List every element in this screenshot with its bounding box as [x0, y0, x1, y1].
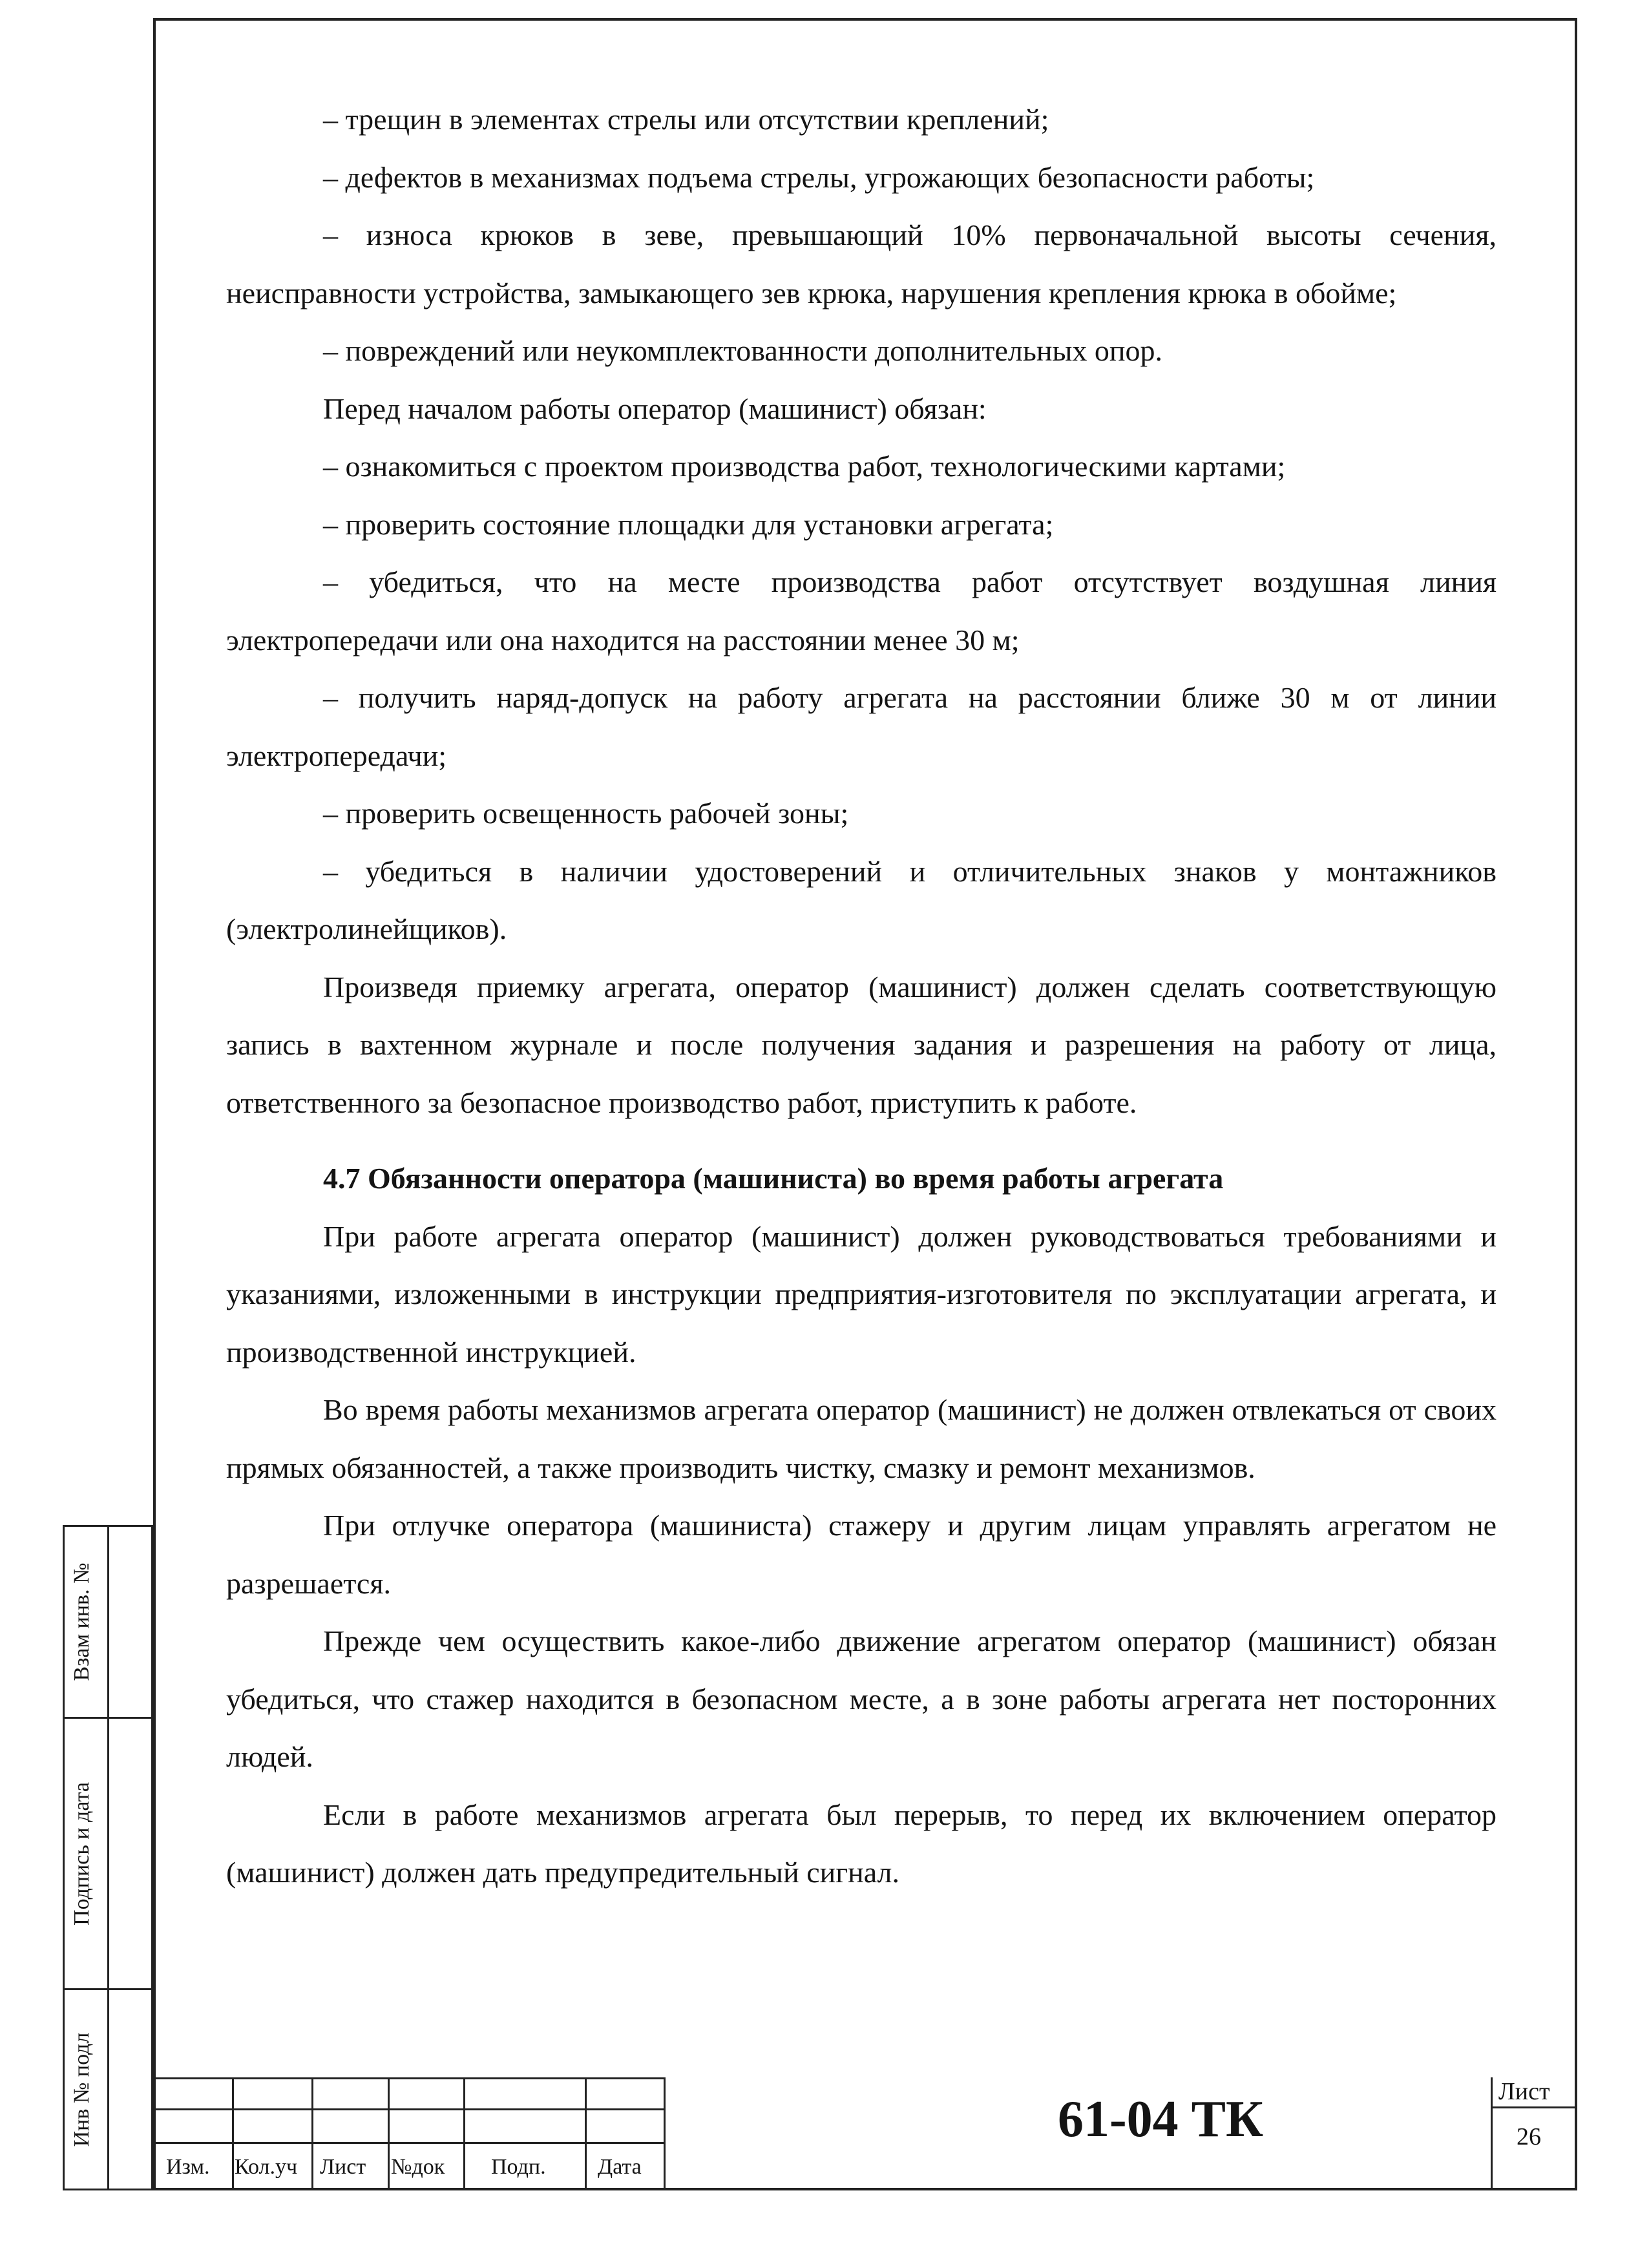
title-block: [153, 2077, 1577, 2190]
page-body: [226, 90, 1497, 1902]
document-code: 61-04 ТК: [1058, 2091, 1264, 2148]
body-line: – убедиться, что на месте производства работ отсутствует воздушная линия электропередачи или она находится на расстоянии менее 30 м;: [226, 565, 1497, 656]
body-line: – получить наряд-допуск на работу агрегата на расстоянии ближе 30 м от линии электропередачи;: [226, 681, 1497, 772]
side-stamp-vzam-label: Взам инв. №: [70, 1562, 94, 1681]
tb-header-kolvo: Кол.уч: [235, 2155, 298, 2179]
body-line: – убедиться в наличии удостоверений и отличительных знаков у монтажников (электролинейщиков).: [226, 854, 1497, 945]
body-line: – повреждений или неукомплектованности дополнительных опор.: [323, 334, 1163, 367]
body-line: Произведя приемку агрегата, оператор (машинист) должен сделать соответствующую запись в вахтенном журнале и после получения задания и разрешения на работу от лица, ответственного за безопасное производство работ, приступить к работе.: [226, 970, 1497, 1119]
tb-header-podp: Подп.: [491, 2155, 546, 2179]
body-line: – проверить состояние площадки для установки агрегата;: [323, 507, 1054, 541]
body-line: – трещин в элементах стрелы или отсутствии креплений;: [323, 103, 1049, 136]
sheet-number: 26: [1517, 2123, 1541, 2150]
side-stamp-podpis-label: Подпись и дата: [70, 1781, 94, 1926]
paragraph: При отлучке оператора (машиниста) стажеру и другим лицам управлять агрегатом не разрешается.: [226, 1509, 1497, 1600]
side-stamp-vzam: [63, 1525, 153, 1719]
paragraph: Прежде чем осуществить какое-либо движение агрегатом оператор (машинист) обязан убедиться, что стажер находится в безопасном месте, а в зоне работы агрегата нет посторонних людей.: [226, 1624, 1497, 1773]
side-stamp-inv: [63, 1988, 153, 2190]
tb-header-list: Лист: [320, 2155, 366, 2179]
body-line: – проверить освещенность рабочей зоны;: [323, 797, 849, 830]
section-heading: 4.7 Обязанности оператора (машиниста) во время работы агрегата: [323, 1162, 1224, 1195]
body-line: Перед началом работы оператор (машинист) обязан:: [323, 392, 987, 425]
side-stamp-podpis: [63, 1717, 153, 1990]
side-stamp-inv-label: Инв № подл: [70, 2032, 94, 2147]
paragraph: При работе агрегата оператор (машинист) должен руководствоваться требованиями и указаниями, изложенными в инструкции предприятия-изготовителя по эксплуатации агрегата, и производственной инструкцией.: [226, 1219, 1497, 1369]
tb-header-ndok: №док: [391, 2155, 445, 2179]
body-line: – дефектов в механизмах подъема стрелы, угрожающих безопасности работы;: [323, 160, 1315, 194]
paragraph: Если в работе механизмов агрегата был перерыв, то перед их включением оператор (машинист) должен дать предупредительный сигнал.: [226, 1798, 1497, 1889]
tb-header-izm: Изм.: [166, 2155, 210, 2179]
paragraph: Во время работы механизмов агрегата оператор (машинист) не должен отвлекаться от своих прямых обязанностей, а также производить чистку, смазку и ремонт механизмов.: [226, 1393, 1497, 1484]
tb-header-data: Дата: [598, 2155, 642, 2179]
sheet-label: Лист: [1498, 2078, 1550, 2105]
body-line: – ознакомиться с проектом производства работ, технологическими картами;: [323, 450, 1286, 483]
body-line: – износа крюков в зеве, превышающий 10% первоначальной высоты сечения, неисправности устройства, замыкающего зев крюка, нарушения крепления крюка в обойме;: [226, 218, 1497, 310]
